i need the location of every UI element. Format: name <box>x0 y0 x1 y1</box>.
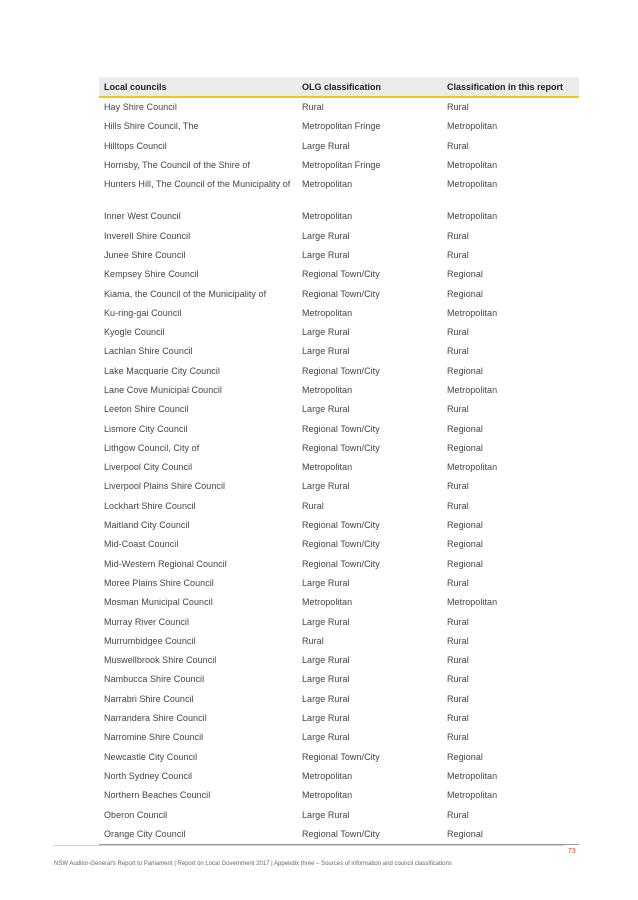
table-row <box>99 284 579 303</box>
table-row <box>99 612 579 631</box>
olg-classification-cell: Large Rural <box>302 346 350 357</box>
report-classification-cell: Regional <box>447 558 483 569</box>
council-classification-table <box>99 77 579 845</box>
olg-classification-cell: Metropolitan <box>302 770 353 781</box>
council-name-cell: Narromine Shire Council <box>104 732 204 743</box>
report-classification-cell: Metropolitan <box>447 462 498 473</box>
report-classification-cell: Rural <box>447 635 469 646</box>
report-classification-cell: Regional <box>447 539 483 550</box>
council-name-cell: Kempsey Shire Council <box>104 269 199 280</box>
council-name-cell: Hunters Hill, The Council of the Municipality of <box>104 179 291 190</box>
report-classification-cell: Metropolitan <box>447 121 498 132</box>
olg-classification-cell: Metropolitan <box>302 211 353 222</box>
table-row <box>99 439 579 458</box>
council-name-cell: Newcastle City Council <box>104 751 198 762</box>
olg-classification-cell: Large Rural <box>302 693 350 704</box>
council-name-cell: Lachlan Shire Council <box>104 346 193 357</box>
table-row <box>99 117 579 136</box>
table-row <box>99 651 579 670</box>
table-row <box>99 786 579 805</box>
table-row <box>99 555 579 574</box>
report-classification-cell: Regional <box>447 520 483 531</box>
table-row <box>99 709 579 728</box>
olg-classification-cell: Large Rural <box>302 481 350 492</box>
council-name-cell: Maitland City Council <box>104 520 190 531</box>
olg-classification-cell: Large Rural <box>302 616 350 627</box>
council-name-cell: Orange City Council <box>99 825 297 845</box>
table-row <box>99 728 579 747</box>
council-name-cell: Hills Shire Council, The <box>104 121 199 132</box>
report-classification-cell: Rural <box>447 616 469 627</box>
report-classification-cell: Rural <box>447 230 469 241</box>
council-name-cell: Mid-Western Regional Council <box>104 558 227 569</box>
report-classification-cell: Regional <box>447 751 483 762</box>
council-name-cell: Northern Beaches Council <box>104 790 211 801</box>
table-row <box>99 574 579 593</box>
council-name-cell: Junee Shire Council <box>104 249 186 260</box>
council-name-cell: Hay Shire Council <box>104 102 177 113</box>
report-classification-cell: Metropolitan <box>447 179 498 190</box>
report-classification-cell: Regional <box>447 442 483 453</box>
council-name-cell: Nambucca Shire Council <box>104 674 205 685</box>
olg-classification-cell: Large Rural <box>302 713 350 724</box>
olg-classification-cell: Regional Town/City <box>302 520 380 531</box>
page-number: 73 <box>568 848 576 855</box>
council-classification-table-container <box>99 77 579 845</box>
column-header-olg-classification: OLG classification <box>297 77 442 97</box>
council-name-cell: Lockhart Shire Council <box>104 500 196 511</box>
report-classification-cell: Metropolitan <box>447 307 498 318</box>
council-name-cell: Mosman Municipal Council <box>104 597 213 608</box>
report-classification-cell: Regional <box>447 423 483 434</box>
table-row <box>99 323 579 342</box>
council-name-cell: Narrandera Shire Council <box>104 713 207 724</box>
report-classification-cell: Metropolitan <box>447 211 498 222</box>
table-row <box>99 805 579 824</box>
olg-classification-cell: Large Rural <box>302 327 350 338</box>
report-classification-cell: Rural <box>447 732 469 743</box>
report-classification-cell: Rural <box>447 249 469 260</box>
olg-classification-cell: Large Rural <box>302 404 350 415</box>
report-classification-cell: Metropolitan <box>447 385 498 395</box>
table-row <box>99 690 579 709</box>
report-classification-cell: Rural <box>447 140 469 151</box>
report-classification-cell: Rural <box>447 404 469 415</box>
table-row <box>99 458 579 477</box>
table-row <box>99 748 579 767</box>
council-name-cell: Leeton Shire Council <box>104 404 189 415</box>
report-classification-cell: Rural <box>447 346 469 357</box>
table-row <box>99 497 579 516</box>
report-classification-cell: Metropolitan <box>447 160 498 171</box>
council-name-cell: Lane Cove Municipal Council <box>104 385 222 395</box>
table-row <box>99 265 579 284</box>
report-classification-cell: Metropolitan <box>447 770 498 781</box>
olg-classification-cell: Metropolitan Fringe <box>302 160 381 171</box>
council-name-cell: Hornsby, The Council of the Shire of <box>104 160 251 171</box>
olg-classification-cell: Regional Town/City <box>302 269 380 280</box>
table-row <box>99 593 579 612</box>
olg-classification-cell: Large Rural <box>302 577 350 588</box>
report-classification-cell: Rural <box>447 809 469 820</box>
report-classification-cell: Metropolitan <box>447 790 498 801</box>
council-name-cell: Kiama, the Council of the Municipality of <box>104 288 267 299</box>
olg-classification-cell: Large Rural <box>302 655 350 666</box>
report-classification-cell: Metropolitan <box>447 597 498 608</box>
footer-text: NSW Auditor-General's Report to Parliament | Report on Local Government 2017 | Appendix three – Sources of information and council classifications <box>54 861 452 867</box>
olg-classification-cell: Regional Town/City <box>302 288 380 299</box>
council-name-cell: Inverell Shire Council <box>104 230 191 241</box>
report-classification-cell: Rural <box>447 327 469 338</box>
table-row <box>99 400 579 419</box>
table-row <box>99 516 579 535</box>
table-body <box>99 97 579 844</box>
council-name-cell: Muswellbrook Shire Council <box>104 655 217 666</box>
olg-classification-cell: Regional Town/City <box>302 539 380 550</box>
olg-classification-cell: Large Rural <box>302 249 350 260</box>
olg-classification-cell: Rural <box>302 500 324 511</box>
table-row <box>99 535 579 554</box>
table-row <box>99 246 579 265</box>
council-name-cell: Lake Macquarie City Council <box>104 365 220 376</box>
olg-classification-cell: Large Rural <box>302 809 350 820</box>
council-name-cell: Hilltops Council <box>104 140 167 151</box>
olg-classification-cell: Metropolitan <box>302 462 353 473</box>
table-row <box>99 156 579 175</box>
column-header-local-councils: Local councils <box>99 77 297 97</box>
table-row <box>99 97 579 117</box>
report-classification-cell: Rural <box>447 500 469 511</box>
olg-classification-cell: Metropolitan Fringe <box>302 121 381 132</box>
council-name-cell: Murrumbidgee Council <box>104 635 196 646</box>
table-row <box>99 381 579 400</box>
table-row <box>99 304 579 323</box>
column-header-report-classification: Classification in this report <box>442 77 579 97</box>
olg-classification-cell: Large Rural <box>302 140 350 151</box>
report-classification-cell: Regional <box>447 288 483 299</box>
report-classification-cell: Rural <box>447 674 469 685</box>
olg-classification-cell: Large Rural <box>302 230 350 241</box>
council-name-cell: Mid-Coast Council <box>104 539 179 550</box>
report-classification-cell: Rural <box>447 577 469 588</box>
table-row <box>99 226 579 245</box>
olg-classification-cell: Regional Town/City <box>302 365 380 376</box>
olg-classification-cell: Rural <box>302 102 324 113</box>
council-name-cell: North Sydney Council <box>104 770 193 781</box>
report-classification-cell: Rural <box>447 655 469 666</box>
council-name-cell: Moree Plains Shire Council <box>104 577 214 588</box>
council-name-cell: Murray River Council <box>104 616 190 627</box>
table-row <box>99 477 579 496</box>
council-name-cell: Inner West Council <box>104 211 181 222</box>
report-classification-cell: Rural <box>447 102 469 113</box>
table-row <box>99 342 579 361</box>
olg-classification-cell: Metropolitan <box>302 597 353 608</box>
olg-classification-cell: Large Rural <box>302 732 350 743</box>
olg-classification-cell: Metropolitan <box>302 790 353 801</box>
report-classification-cell: Rural <box>447 713 469 724</box>
report-classification-cell: Regional <box>447 269 483 280</box>
report-classification-cell: Regional <box>447 365 483 376</box>
council-name-cell: Oberon Council <box>104 809 168 820</box>
report-classification-cell: Rural <box>447 481 469 492</box>
table-row <box>99 825 579 845</box>
council-name-cell: Kyogle Council <box>104 327 165 338</box>
olg-classification-cell: Regional Town/City <box>297 825 442 845</box>
olg-classification-cell: Regional Town/City <box>302 751 380 762</box>
table-row <box>99 670 579 689</box>
council-name-cell: Liverpool City Council <box>104 462 193 473</box>
footer-divider <box>54 845 564 846</box>
council-name-cell: Lithgow Council, City of <box>104 442 200 453</box>
olg-classification-cell: Regional Town/City <box>302 423 380 434</box>
table-header-row <box>99 77 579 97</box>
table-row <box>99 175 579 207</box>
olg-classification-cell: Metropolitan <box>302 385 353 395</box>
council-name-cell: Liverpool Plains Shire Council <box>104 481 226 492</box>
olg-classification-cell: Rural <box>302 635 324 646</box>
table-row <box>99 632 579 651</box>
olg-classification-cell: Metropolitan <box>302 179 353 190</box>
council-name-cell: Narrabri Shire Council <box>104 693 194 704</box>
report-classification-cell: Regional <box>442 825 579 845</box>
table-row <box>99 137 579 156</box>
olg-classification-cell: Metropolitan <box>302 307 353 318</box>
report-classification-cell: Rural <box>447 693 469 704</box>
council-name-cell: Ku-ring-gai Council <box>104 307 182 318</box>
table-row <box>99 362 579 381</box>
table-row <box>99 207 579 226</box>
council-name-cell: Lismore City Council <box>104 423 188 434</box>
olg-classification-cell: Large Rural <box>302 674 350 685</box>
olg-classification-cell: Regional Town/City <box>302 558 380 569</box>
table-row <box>99 419 579 438</box>
table-row <box>99 767 579 786</box>
olg-classification-cell: Regional Town/City <box>302 442 380 453</box>
